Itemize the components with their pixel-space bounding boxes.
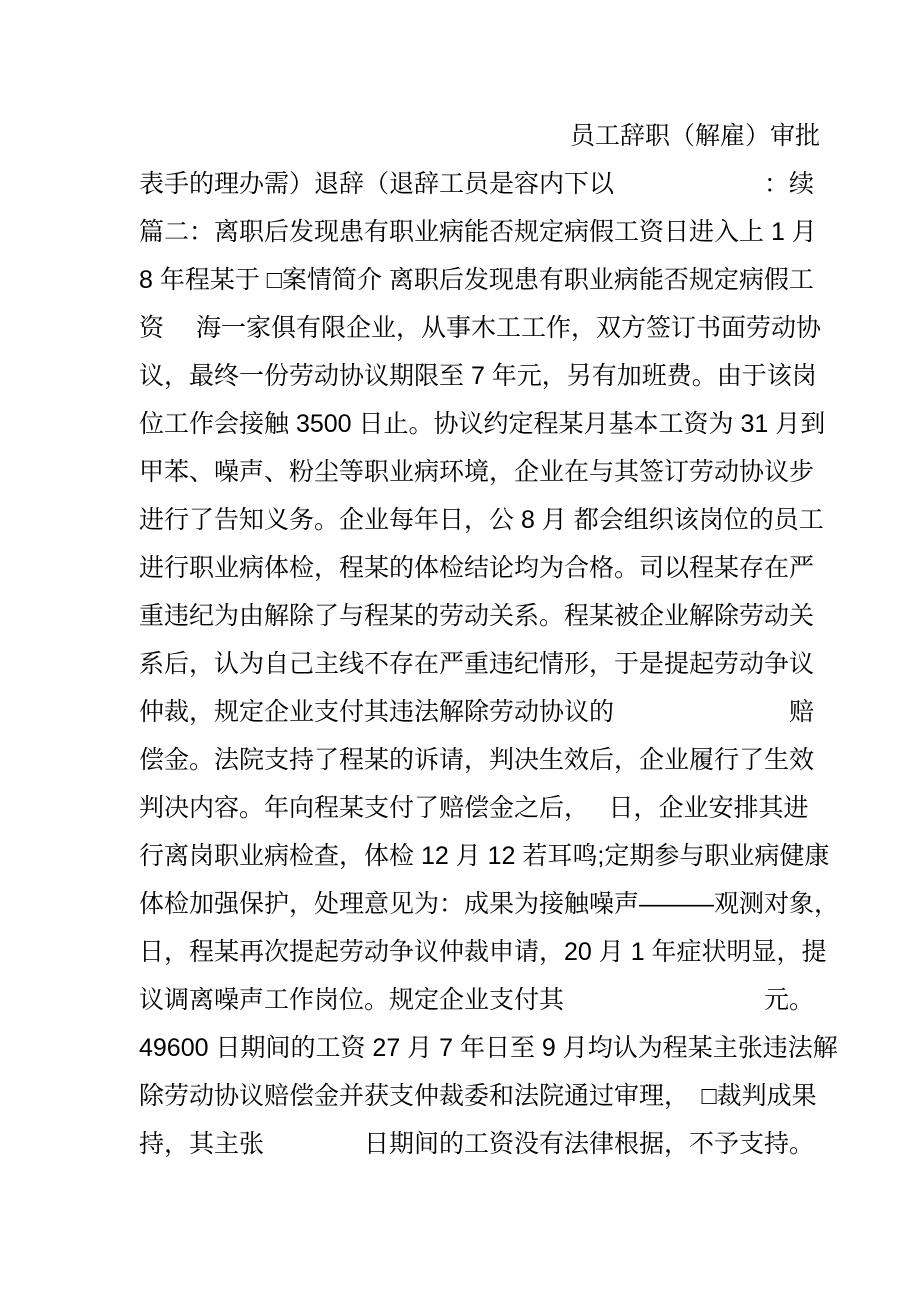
text-line: 体检加强保护，处理意见为：成果为接触噪声———观测对象， bbox=[139, 890, 840, 918]
text-line: 议调离噪声工作岗位。规定企业支付其 元。 bbox=[139, 986, 815, 1014]
text-line: 系后，认为自己主线不存在严重违纪情形，于是提起劳动争议 bbox=[139, 650, 815, 678]
text-line: 资 海一家俱有限企业，从事木工工作，双方签订书面劳动协 bbox=[139, 314, 821, 342]
text-line: 偿金。法院支持了程某的诉请，判决生效后，企业履行了生效 bbox=[139, 746, 815, 774]
text-line: 8 年程某于 □案情简介 离职后发现患有职业病能否规定病假工 bbox=[139, 266, 814, 294]
text-line: 仲裁，规定企业支付其违法解除劳动协议的 赔 bbox=[139, 698, 815, 726]
text-line: 重违纪为由解除了与程某的劳动关系。程某被企业解除劳动关 bbox=[139, 602, 815, 630]
text-line: 进行了告知义务。企业每年日，公 8 月 都会组织该岗位的员工 bbox=[139, 506, 824, 534]
text-line: 位工作会接触 3500 日止。协议约定程某月基本工资为 31 月到 bbox=[139, 410, 826, 438]
text-line: 判决内容。年向程某支付了赔偿金之后， 日，企业安排其进 bbox=[139, 794, 809, 822]
text-line: 除劳动协议赔偿金并获支仲裁委和法院通过审理， □裁判成果 bbox=[139, 1082, 817, 1110]
text-line: 持，其主张 日期间的工资没有法律根据，不予支持。 bbox=[139, 1130, 815, 1158]
text-line: 篇二：离职后发现患有职业病能否规定病假工资日进入上 1 月 bbox=[139, 218, 817, 246]
text-line: 进行职业病体检，程某的体检结论均为合格。司以程某存在严 bbox=[139, 554, 815, 582]
text-line: 议，最终一份劳动协议期限至 7 年元，另有加班费。由于该岗 bbox=[139, 362, 817, 390]
text-line: 49600 日期间的工资 27 月 7 年日至 9 月均认为程某主张违法解 bbox=[139, 1034, 838, 1062]
text-line: 表手的理办需）退辞（退辞工员是容内下以 ：续 bbox=[139, 170, 815, 198]
text-line: 日，程某再次提起劳动争议仲裁申请，20 月 1 年症状明显，提 bbox=[139, 938, 827, 966]
text-line: 甲苯、噪声、粉尘等职业病环境，企业在与其签订劳动协议步 bbox=[139, 458, 815, 486]
text-line: 行离岗职业病检查，体检 12 月 12 若耳鸣;定期参与职业病健康 bbox=[139, 842, 830, 870]
text-line: 员工辞职（解雇）审批 bbox=[569, 122, 820, 150]
